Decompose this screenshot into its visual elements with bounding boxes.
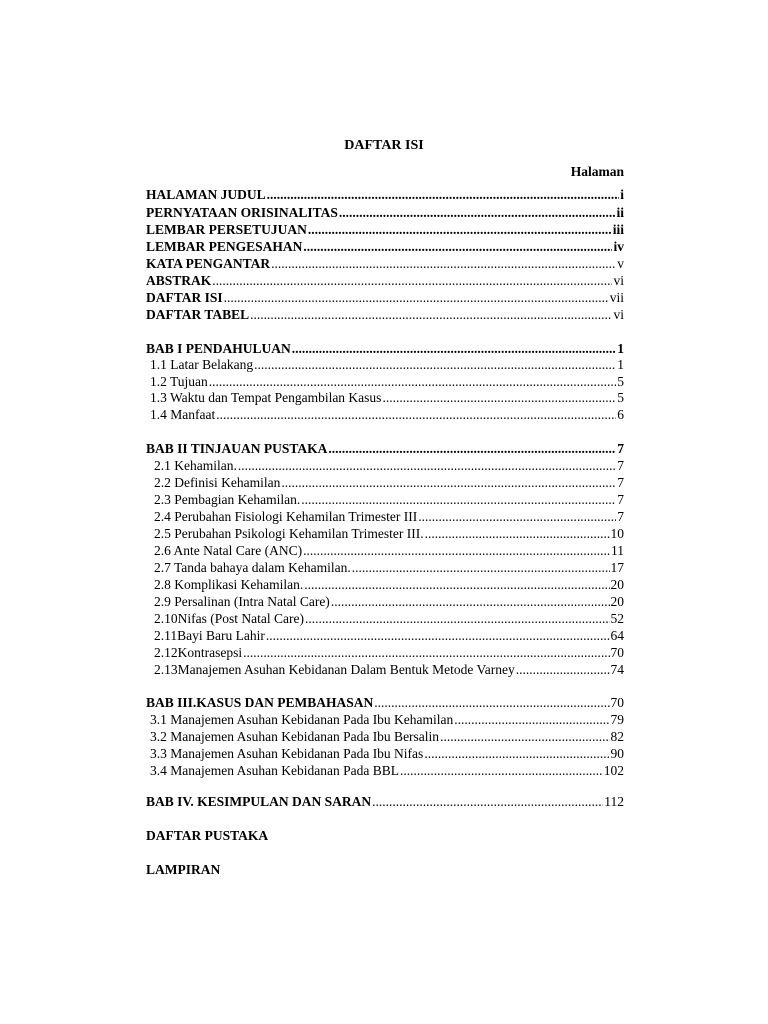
toc-entry-2-5 [154,525,624,542]
toc-entry-lembar-pengesahan [146,238,624,255]
toc-entry-2-3 [154,491,624,508]
dot-leader [382,389,616,406]
toc-entry-label: 3.2 Manajemen Asuhan Kebidanan Pada Ibu Bersalin [150,729,440,744]
toc-entry-2-2 [154,474,624,491]
toc-entry-page: 74 [610,662,624,677]
toc-entry-page: 79 [610,712,624,727]
toc-entry-2-9 [154,593,624,610]
dot-leader [372,793,603,810]
dot-leader [418,508,616,525]
toc-entry-label: ABSTRAK [146,273,212,288]
table-of-contents [146,0,624,1024]
toc-entry-label: 3.3 Manajemen Asuhan Kebidanan Pada Ibu Nifas [150,746,424,761]
toc-entry-2-4 [154,508,624,525]
toc-chapter-label: BAB IV. KESIMPULAN DAN SARAN [146,794,372,809]
toc-entry-1-2 [150,373,624,390]
toc-entry-daftar-isi [146,289,624,306]
toc-entry-1-1 [150,356,624,373]
toc-entry-label: 2.6 Ante Natal Care (ANC) [154,543,303,558]
toc-entry-page: 70 [610,645,624,660]
toc-entry-page: 17 [610,560,624,575]
toc-entry-page: 11 [611,543,624,558]
toc-entry-page: iii [612,222,624,237]
toc-entry-page: 5 [617,390,624,405]
toc-entry-1-4 [150,406,624,423]
toc-entry-2-8 [154,576,624,593]
toc-entry-2-10 [154,610,624,627]
toc-entry-page: iv [613,239,624,254]
dot-leader [216,406,616,423]
dot-leader [440,728,609,745]
dot-leader [304,576,609,593]
toc-entry-label: 2.12Kontrasepsi [154,645,243,660]
toc-entry-label: LEMBAR PENGESAHAN [146,239,303,254]
dot-leader [305,610,610,627]
dot-leader [209,373,616,390]
toc-chapter-label: BAB II TINJAUAN PUSTAKA [146,441,328,456]
toc-entry-2-6 [154,542,624,559]
dot-leader [243,644,609,661]
toc-entry-label: 2.5 Perubahan Psikologi Kehamilan Trimester III. [154,526,424,541]
toc-entry-label: 2.8 Komplikasi Kehamilan. [154,577,304,592]
dot-leader [424,745,609,762]
toc-entry-page: 10 [610,526,624,541]
dot-leader [303,542,610,559]
toc-entry-label: 3.4 Manajemen Asuhan Kebidanan Pada BBL [150,763,399,778]
toc-entry-label: 3.1 Manajemen Asuhan Kebidanan Pada Ibu Kehamilan [150,712,454,727]
dot-leader [339,204,616,221]
toc-entry-label: 1.1 Latar Belakang [150,357,254,372]
toc-entry-3-4 [150,762,624,779]
toc-entry-kata-pengantar [146,255,624,272]
toc-entry-label: 2.3 Pembagian Kehamilan. [154,492,301,507]
toc-entry-halaman-judul [146,186,624,203]
toc-chapter-page: 7 [617,441,624,456]
toc-chapter-bab-4 [146,793,624,810]
toc-entry-page: ii [616,205,624,220]
toc-chapter-label: BAB III.KASUS DAN PEMBAHASAN [146,695,374,710]
toc-entry-2-7 [154,559,624,576]
toc-entry-2-13 [154,661,624,678]
toc-entry-label: DAFTAR TABEL [146,307,250,322]
toc-entry-label: 2.1 Kehamilan. [154,458,237,473]
toc-chapter-label: BAB I PENDAHULUAN [146,341,291,356]
toc-entry-page: v [617,256,624,271]
dot-leader [238,457,616,474]
page-column-label: Halaman [570,164,624,179]
toc-entry-label: 2.13Manajemen Asuhan Kebidanan Dalam Bentuk Metode Varney [154,662,515,677]
toc-heading-daftar-pustaka: DAFTAR PUSTAKA [146,828,269,843]
toc-entry-lembar-persetujuan [146,221,624,238]
toc-entry-label: 1.3 Waktu dan Tempat Pengambilan Kasus [150,390,382,405]
toc-entry-label: PERNYATAAN ORISINALITAS [146,205,338,220]
dot-leader [212,272,612,289]
toc-chapter-bab-2 [146,440,624,457]
toc-entry-label: 1.2 Tujuan [150,374,208,389]
toc-heading-lampiran: LAMPIRAN [146,862,221,877]
toc-entry-label: 2.9 Persalinan (Intra Natal Care) [154,594,330,609]
dot-leader [254,356,616,373]
toc-title: DAFTAR ISI [344,138,424,153]
dot-leader [516,661,610,678]
toc-entry-page: 6 [617,407,624,422]
toc-entry-page: 1 [617,357,624,372]
toc-entry-label: LEMBAR PERSETUJUAN [146,222,307,237]
dot-leader [271,255,616,272]
toc-entry-page: 7 [617,509,624,524]
toc-entry-page: 7 [617,492,624,507]
dot-leader [308,221,612,238]
dot-leader [328,440,616,457]
toc-entry-3-2 [150,728,624,745]
toc-entry-label: 2.11Bayi Baru Lahir [154,628,265,643]
dot-leader [281,474,616,491]
toc-entry-3-1 [150,711,624,728]
toc-entry-page: vi [613,273,624,288]
dot-leader [374,694,609,711]
dot-leader [400,762,603,779]
dot-leader [303,238,612,255]
toc-chapter-bab-3 [146,694,624,711]
dot-leader [352,559,610,576]
toc-entry-page: 82 [610,729,624,744]
toc-chapter-page: 70 [610,695,624,710]
toc-entry-page: 64 [610,628,624,643]
dot-leader [331,593,610,610]
dot-leader [266,627,610,644]
toc-entry-page: i [620,187,624,202]
toc-entry-label: KATA PENGANTAR [146,256,271,271]
toc-entry-2-1 [154,457,624,474]
toc-entry-label: 1.4 Manfaat [150,407,216,422]
dot-leader [267,186,620,203]
toc-entry-2-11 [154,627,624,644]
dot-leader [301,491,616,508]
toc-entry-abstrak [146,272,624,289]
toc-entry-page: 90 [610,746,624,761]
toc-chapter-page: 112 [604,794,624,809]
toc-entry-page: 7 [617,458,624,473]
toc-chapter-bab-1 [146,340,624,357]
dot-leader [425,525,610,542]
toc-entry-label: 2.2 Definisi Kehamilan [154,475,281,490]
toc-entry-page: 20 [610,594,624,609]
toc-chapter-page: 1 [617,341,624,356]
toc-entry-pernyataan-orisinalitas [146,204,624,221]
toc-entry-page: vi [613,307,624,322]
toc-entry-page: 5 [617,374,624,389]
toc-entry-label: HALAMAN JUDUL [146,187,266,202]
toc-entry-page: 7 [617,475,624,490]
toc-entry-1-3 [150,389,624,406]
dot-leader [224,289,609,306]
toc-entry-page: 52 [610,611,624,626]
toc-entry-label: 2.4 Perubahan Fisiologi Kehamilan Trimester III [154,509,418,524]
toc-entry-label: DAFTAR ISI [146,290,223,305]
toc-entry-daftar-tabel [146,306,624,323]
toc-entry-2-12 [154,644,624,661]
toc-entry-page: vii [609,290,624,305]
toc-entry-page: 20 [610,577,624,592]
dot-leader [454,711,609,728]
dot-leader [292,340,616,357]
toc-entry-3-3 [150,745,624,762]
dot-leader [250,306,612,323]
toc-entry-label: 2.7 Tanda bahaya dalam Kehamilan. [154,560,351,575]
toc-entry-page: 102 [603,763,624,778]
toc-entry-label: 2.10Nifas (Post Natal Care) [154,611,304,626]
